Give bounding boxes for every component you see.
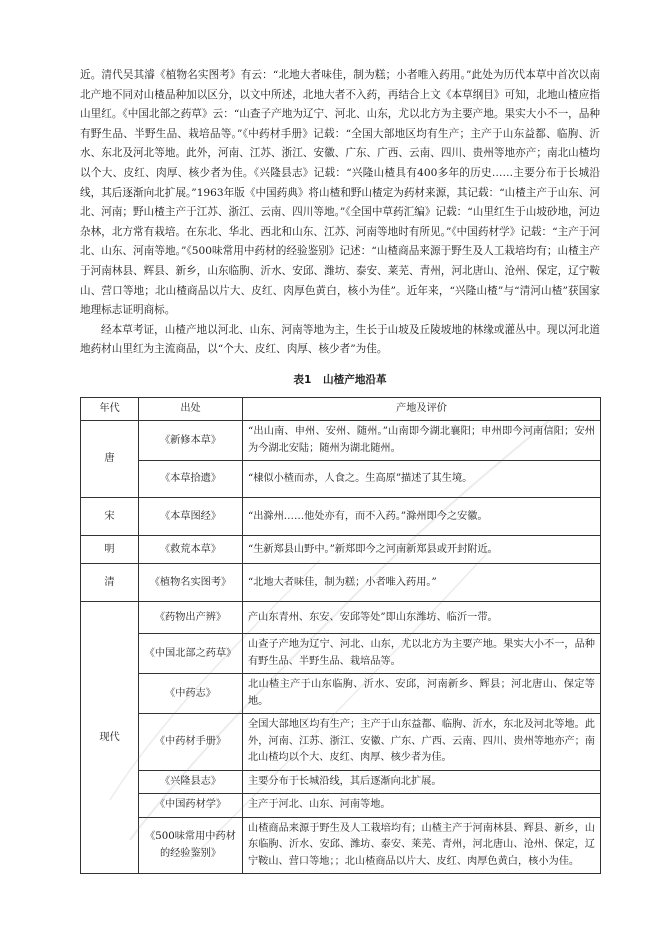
table-caption-title: 山楂产地沿革 [323,373,387,386]
era-cell: 唐 [81,421,139,498]
desc-cell: 山楂商品来源于野生及人工栽培均有；山楂主产于河南林县、辉县、新乡，山东临朐、沂水、安邱、潍坊、泰安、莱芜、青州，河北唐山、沧州、保定，辽宁鞍山、营口等地；；北山楂商品以片大、皮红、肉厚色黄白，核小为佳。 [243,817,601,874]
table-header-row [81,397,601,421]
table-row [81,421,601,461]
era-cell: 清 [81,564,139,602]
table-row [81,794,601,818]
desc-cell: 主要分布于长城沿线，其后逐渐向北扩展。 [243,770,601,794]
header-origin: 产地及评价 [243,397,601,421]
source-cell: 《救荒本草》 [139,536,243,564]
desc-cell: “出滁州……他处亦有，而不入药。”滁州即今之安徽。 [243,498,601,536]
era-cell: 现代 [81,602,139,874]
table-row [81,770,601,794]
source-cell: 《本草拾遗》 [139,461,243,498]
source-cell: 《500味常用中药材的经验鉴别》 [139,817,243,874]
era-cell: 明 [81,536,139,564]
body-paragraph-1: 近。清代吴其濬《植物名实图考》有云：“北地大者味佳，制为糕；小者唯入药用。”此处为历代本草中首次以南北产地不同对山楂品种加以区分，以文中所述，北地大者不入药，再结合上文《本草纲目》可知，北地山楂应指山里红。《中国北部之药草》云：“山查子产地为辽宁、河北、山东，尤以北方为主要产地。果实大小不一，品种有野生品、半野生品、栽培品等。”《中药材手册》记载：“全国大部地区均有生产；主产于山东益都、临朐、沂水、东北及河北等地。此外，河南、江苏、浙江、安徽、广东、广西、云南、四川、贵州等地亦产；南北山楂均以个大、皮红、肉厚、核少者为佳。《兴隆县志》记载：“兴隆山楂具有400多年的历史……主要分布于长城沿线，其后逐渐向北扩展。”1963年版《中国药典》将山楂和野山楂定为药材来源，其记载：“山楂主产于山东、河北、河南；野山楂主产于江苏、浙江、云南、四川等地。”《全国中草药汇编》记载：“山里红生于山坡砂地，河边杂林，北方常有栽培。在东北、华北、西北和山东、江苏、河南等地时有所见。”《中国药材学》记载：“主产于河北、山东、河南等地。”《500味常用中药材的经验鉴别》记述：“山楂商品来源于野生及人工栽培均有；山楂主产于河南林县、辉县、新乡，山东临朐、沂水、安邱、潍坊、泰安、莱芜、青州，河北唐山、沧州、保定，辽宁鞍山、营口等地；北山楂商品以片大、皮红、肉厚色黄白，核小为佳”。近年来，“兴隆山楂”与“清河山楂”获国家地理标志证明商标。 [80,69,600,317]
table-row [81,461,601,498]
desc-cell: 产山东青州、东安、安邱等处”即山东潍坊、临沂一带。 [243,602,601,634]
source-cell: 《中国北部之药草》 [139,634,243,674]
table-caption [80,372,600,387]
desc-cell: 北山楂主产于山东临朐、沂水、安邱，河南新乡、辉县；河北唐山、保定等地。 [243,674,601,714]
table-row [81,674,601,714]
table-row [81,498,601,536]
era-cell: 宋 [81,498,139,536]
source-cell: 《兴隆县志》 [139,770,243,794]
table-caption-number: 表1 [293,373,312,386]
source-cell: 《本草图经》 [139,498,243,536]
table-row [81,602,601,634]
source-cell: 《植物名实图考》 [139,564,243,602]
source-cell: 《中药志》 [139,674,243,714]
desc-cell: “北地大者味佳，制为糕；小者唯入药用。” [243,564,601,602]
desc-cell: “棣似小楂而赤，人食之。生高原”描述了其生境。 [243,461,601,498]
table-row [81,817,601,874]
origin-history-table [80,397,601,875]
header-source: 出处 [139,397,243,421]
source-cell: 《中国药材学》 [139,794,243,818]
source-cell: 《中药材手册》 [139,714,243,771]
header-era: 年代 [81,397,139,421]
desc-cell: 山查子产地为辽宁、河北、山东，尤以北方为主要产地。果实大小不一，品种有野生品、半野生品、栽培品等。 [243,634,601,674]
source-cell: 《药物出产辨》 [139,602,243,634]
desc-cell: 全国大部地区均有生产；主产于山东益都、临朐、沂水，东北及河北等地。此外，河南、江苏、浙江、安徽、广东、广西、云南、四川、贵州等地亦产；南北山楂均以个大、皮红、肉厚、核少者为佳。 [243,714,601,771]
table-row [81,564,601,602]
table-row [81,536,601,564]
desc-cell: “出山南、申州、安州、随州。”山南即今湖北襄阳；申州即今河南信阳；安州为今湖北安陆；随州为湖北随州。 [243,421,601,461]
body-paragraph-2: 经本草考证，山楂产地以河北、山东、河南等地为主，生长于山坡及丘陵坡地的林缘或灌丛中。现以河北道地药材山里红为主流商品，以“个大、皮红、肉厚、核少者”为佳。 [80,323,600,356]
table-row [81,714,601,771]
table-row [81,634,601,674]
desc-cell: 主产于河北、山东、河南等地。 [243,794,601,818]
desc-cell: “生新郑县山野中。”新郑即今之河南新郑县或开封附近。 [243,536,601,564]
document-page [80,66,600,874]
source-cell: 《新修本草》 [139,421,243,461]
